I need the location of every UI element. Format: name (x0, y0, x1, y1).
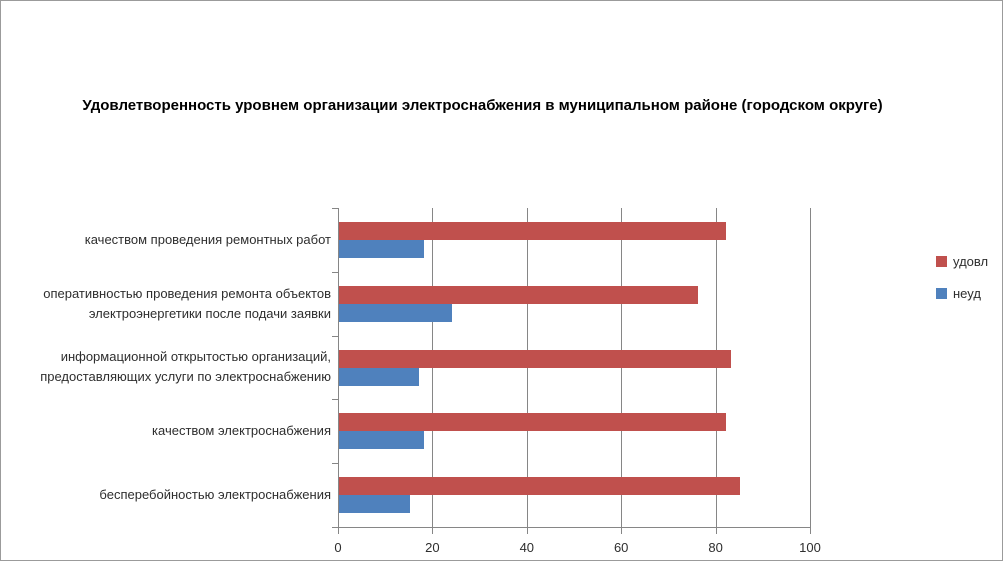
bar-неуд-4 (339, 431, 424, 449)
y-tick (332, 463, 338, 464)
bar-неуд-5 (339, 495, 410, 513)
y-tick (332, 399, 338, 400)
x-tick-40 (527, 528, 528, 534)
x-axis-label-100: 100 (799, 540, 821, 555)
x-axis-label-20: 20 (425, 540, 440, 555)
bar-неуд-2 (339, 304, 452, 322)
bar-удовл-1 (339, 222, 726, 240)
legend-item-удовл (936, 254, 988, 269)
gridline-100 (810, 208, 811, 527)
y-tick (332, 208, 338, 209)
bar-неуд-3 (339, 368, 419, 386)
category-axis-labels (9, 208, 331, 527)
x-axis-label-40: 40 (519, 540, 535, 555)
category-label-2: оперативностью проведения ремонта объектов электроэнергетики после подачи заявки (43, 285, 331, 321)
bar-удовл-2 (339, 286, 698, 304)
value-axis-labels (334, 540, 821, 556)
category-label-3: информационной открытостью организаций, предоставляющих услуги по электроснабжению (40, 349, 331, 385)
category-label-4: качеством электроснабжения (152, 423, 331, 439)
bar-неуд-1 (339, 240, 424, 258)
x-tick-100 (810, 528, 811, 534)
category-label-5: бесперебойностью электроснабжения (99, 487, 331, 503)
y-tick (332, 336, 338, 337)
x-tick-0 (338, 528, 339, 534)
x-axis-label-60: 60 (613, 540, 629, 555)
category-label-1: качеством проведения ремонтных работ (84, 231, 331, 247)
plot-area (338, 208, 811, 528)
legend-item-неуд (936, 286, 988, 301)
legend-label: удовл (953, 254, 989, 269)
x-tick-60 (621, 528, 622, 534)
legend-label: неуд (953, 286, 981, 301)
legend-swatch-icon (936, 256, 947, 267)
bar-удовл-5 (339, 477, 740, 495)
x-axis-label-80: 80 (708, 540, 723, 555)
x-tick-20 (432, 528, 433, 534)
x-tick-80 (716, 528, 717, 534)
legend (936, 254, 988, 318)
chart-title: Удовлетворенность уровнем организации электроснабжения в муниципальном районе (городском округе) (82, 97, 883, 114)
bar-удовл-4 (339, 413, 726, 431)
x-axis-label-0: 0 (334, 540, 342, 555)
y-tick (332, 272, 338, 273)
legend-swatch-icon (936, 288, 947, 299)
bar-удовл-3 (339, 350, 731, 368)
